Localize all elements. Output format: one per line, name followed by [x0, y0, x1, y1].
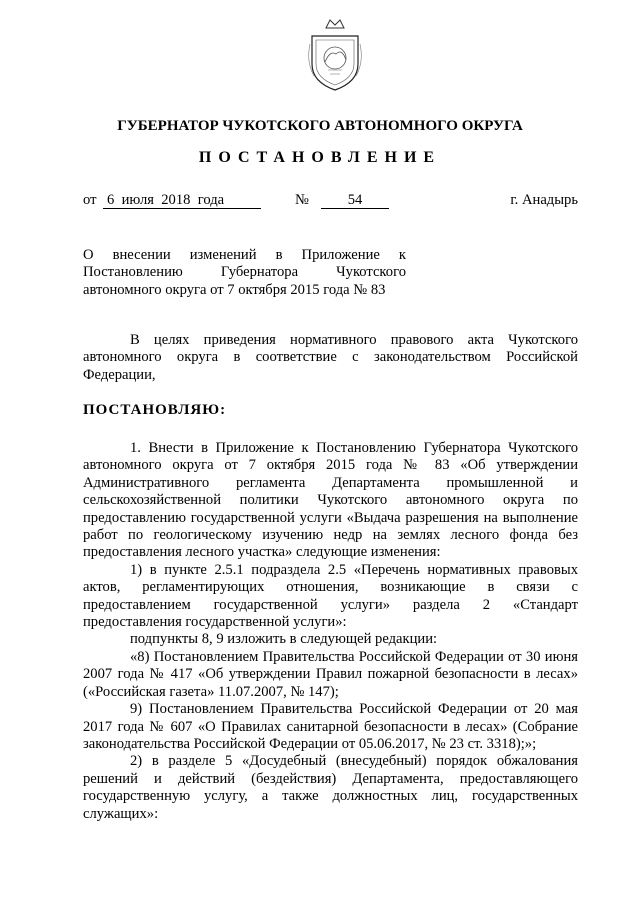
decree-number: [321, 192, 389, 209]
number-sign: №: [295, 192, 309, 208]
date-number-row: [83, 192, 578, 212]
body-paragraph: 1. Внести в Приложение к Постановлению Губернатора Чукотского автономного округа от 7 октября 2015 года № 83 «Об утверждении Административного регламента Департамента промышленной и сельскохозяйственной политики Чукотского автономного округа по предоставлению государственной услуги «Выдача разрешения на выполнение работ по геологическому изучению недр на землях лесного фонда без предоставления лесного участка» следующие изменения:: [83, 440, 578, 561]
coat-of-arms-emblem-icon: [306, 14, 364, 94]
decree-date: [103, 192, 261, 209]
preamble: [83, 332, 578, 384]
preamble-text: В целях приведения нормативного правового акта Чукотского автономного округа в соответствие с законодательством Российской Федерации,: [83, 332, 578, 383]
document-body: [83, 440, 578, 823]
decree-date-value: 6 июля 2018 года: [107, 192, 225, 208]
body-paragraph: 9) Постановлением Правительства Российской Федерации от 20 мая 2017 года № 607 «О Правилах санитарной безопасности в лесах» (Собрание законодательства Российской Федерации от 05.06.2017, № 23 ст. 3318);»;: [83, 701, 578, 752]
body-paragraph: 2) в разделе 5 «Досудебный (внесудебный) порядок обжалования решений и действий (бездействия) Департамента, предоставляющего государственную услугу, а также должностных лиц, государственных служащих»:: [83, 753, 578, 822]
date-prefix: от: [83, 192, 97, 208]
city: г. Анадырь: [510, 192, 578, 208]
document-type-title: ПОСТАНОВЛЕНИЕ: [198, 149, 442, 166]
body-paragraph: 1) в пункте 2.5.1 подраздела 2.5 «Перечень нормативных правовых актов, регламентирующих отношения, возникающие в связи с предоставлением государственной услуги» раздела 2 «Стандарт предоставления государственной услуги»:: [83, 561, 578, 631]
body-paragraph: «8) Постановлением Правительства Российской Федерации от 30 июня 2007 года № 417 «Об утверждении Правил пожарной безопасности в лесах» («Российская газета» 11.07.2007, № 147);: [83, 648, 578, 700]
authority-title: ГУБЕРНАТОР ЧУКОТСКОГО АВТОНОМНОГО ОКРУГА: [117, 118, 523, 134]
resolve-heading: ПОСТАНОВЛЯЮ:: [83, 402, 227, 418]
decree-number-value: 54: [347, 192, 363, 208]
document-subject: О внесении изменений в Приложение к Постановлению Губернатора Чукотского автономного округа от 7 октября 2015 года № 83: [83, 247, 406, 298]
body-paragraph: подпункты 8, 9 изложить в следующей редакции:: [130, 631, 438, 648]
